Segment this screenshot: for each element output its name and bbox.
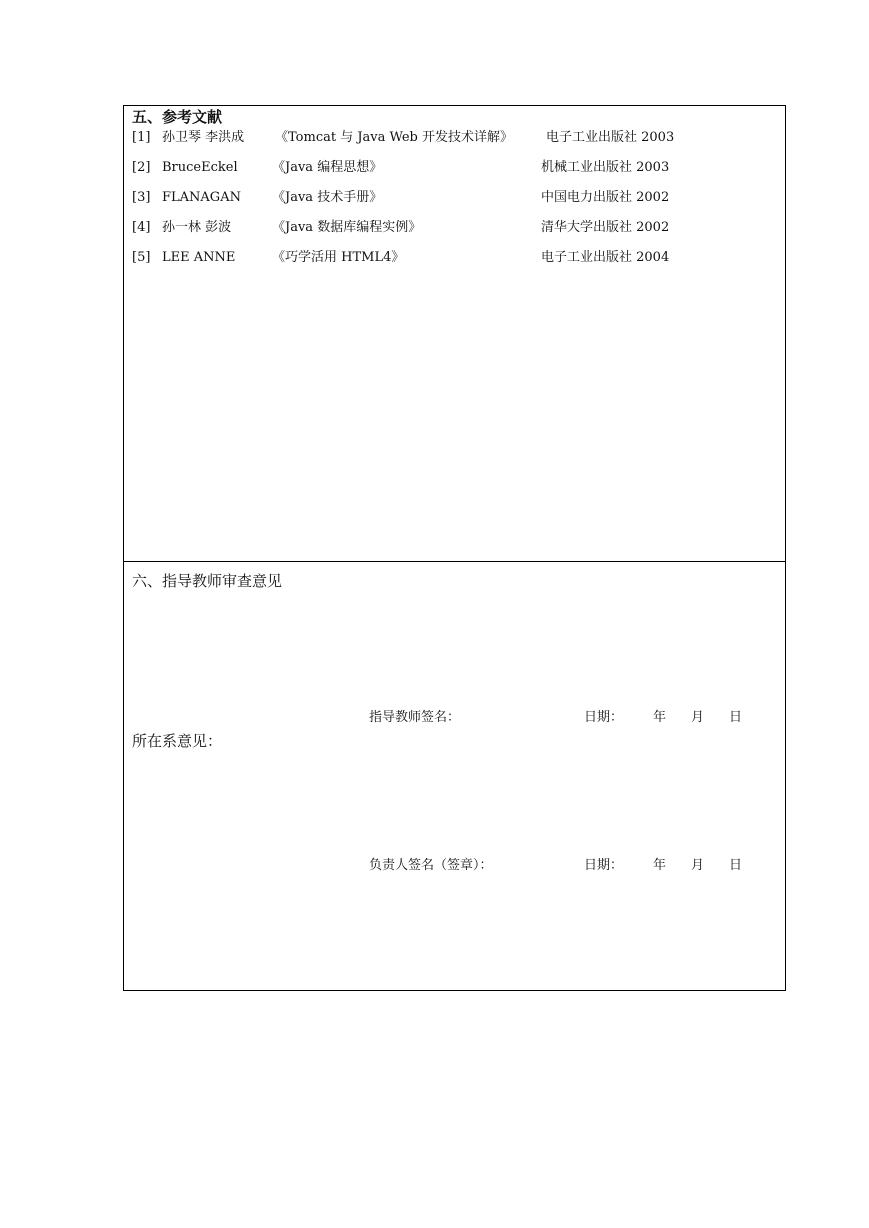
reference-row-5 (124, 248, 785, 268)
reference-author: 孙一林 彭波 (162, 220, 232, 235)
reference-title: 《Java 编程思想》 (272, 160, 383, 175)
reference-number: [1] (132, 130, 151, 145)
teacher-signature-row (124, 708, 785, 728)
reference-author: BruceEckel (162, 160, 238, 175)
leader-signature-row (124, 856, 785, 876)
leader-signature-label: 负责人签名（签章）： (369, 858, 493, 873)
reference-author: LEE ANNE (162, 250, 236, 265)
teacher-signature-label: 指导教师签名： (369, 710, 461, 725)
month-label: 月 (691, 858, 705, 873)
reference-number: [3] (132, 190, 151, 205)
references-heading: 五、参考文献 (132, 108, 223, 126)
review-form-table (123, 105, 786, 991)
reference-number: [2] (132, 160, 151, 175)
reference-publisher: 电子工业出版社 2003 (546, 130, 675, 145)
section-divider (124, 561, 785, 562)
reference-row-1 (124, 128, 785, 148)
date-label: 日期： (584, 858, 624, 873)
reference-author: FLANAGAN (162, 190, 241, 205)
day-label: 日 (729, 858, 743, 873)
reference-publisher: 中国电力出版社 2002 (541, 190, 670, 205)
reference-row-2 (124, 158, 785, 178)
department-opinion-heading: 所在系意见： (132, 732, 223, 750)
month-label: 月 (691, 710, 705, 725)
reference-row-4 (124, 218, 785, 238)
reference-title: 《Java 数据库编程实例》 (272, 220, 422, 235)
year-label: 年 (653, 858, 667, 873)
reference-publisher: 机械工业出版社 2003 (541, 160, 670, 175)
reference-publisher: 清华大学出版社 2002 (541, 220, 670, 235)
year-label: 年 (653, 710, 667, 725)
reference-title: 《Tomcat 与 Java Web 开发技术详解》 (275, 130, 513, 145)
teacher-review-heading: 六、指导教师审查意见 (132, 572, 283, 590)
reference-title: 《巧学活用 HTML4》 (272, 250, 405, 265)
reference-row-3 (124, 188, 785, 208)
reference-publisher: 电子工业出版社 2004 (541, 250, 670, 265)
day-label: 日 (729, 710, 743, 725)
reference-author: 孙卫琴 李洪成 (162, 130, 245, 145)
reference-number: [4] (132, 220, 151, 235)
date-label: 日期： (584, 710, 624, 725)
reference-title: 《Java 技术手册》 (272, 190, 383, 205)
reference-number: [5] (132, 250, 151, 265)
